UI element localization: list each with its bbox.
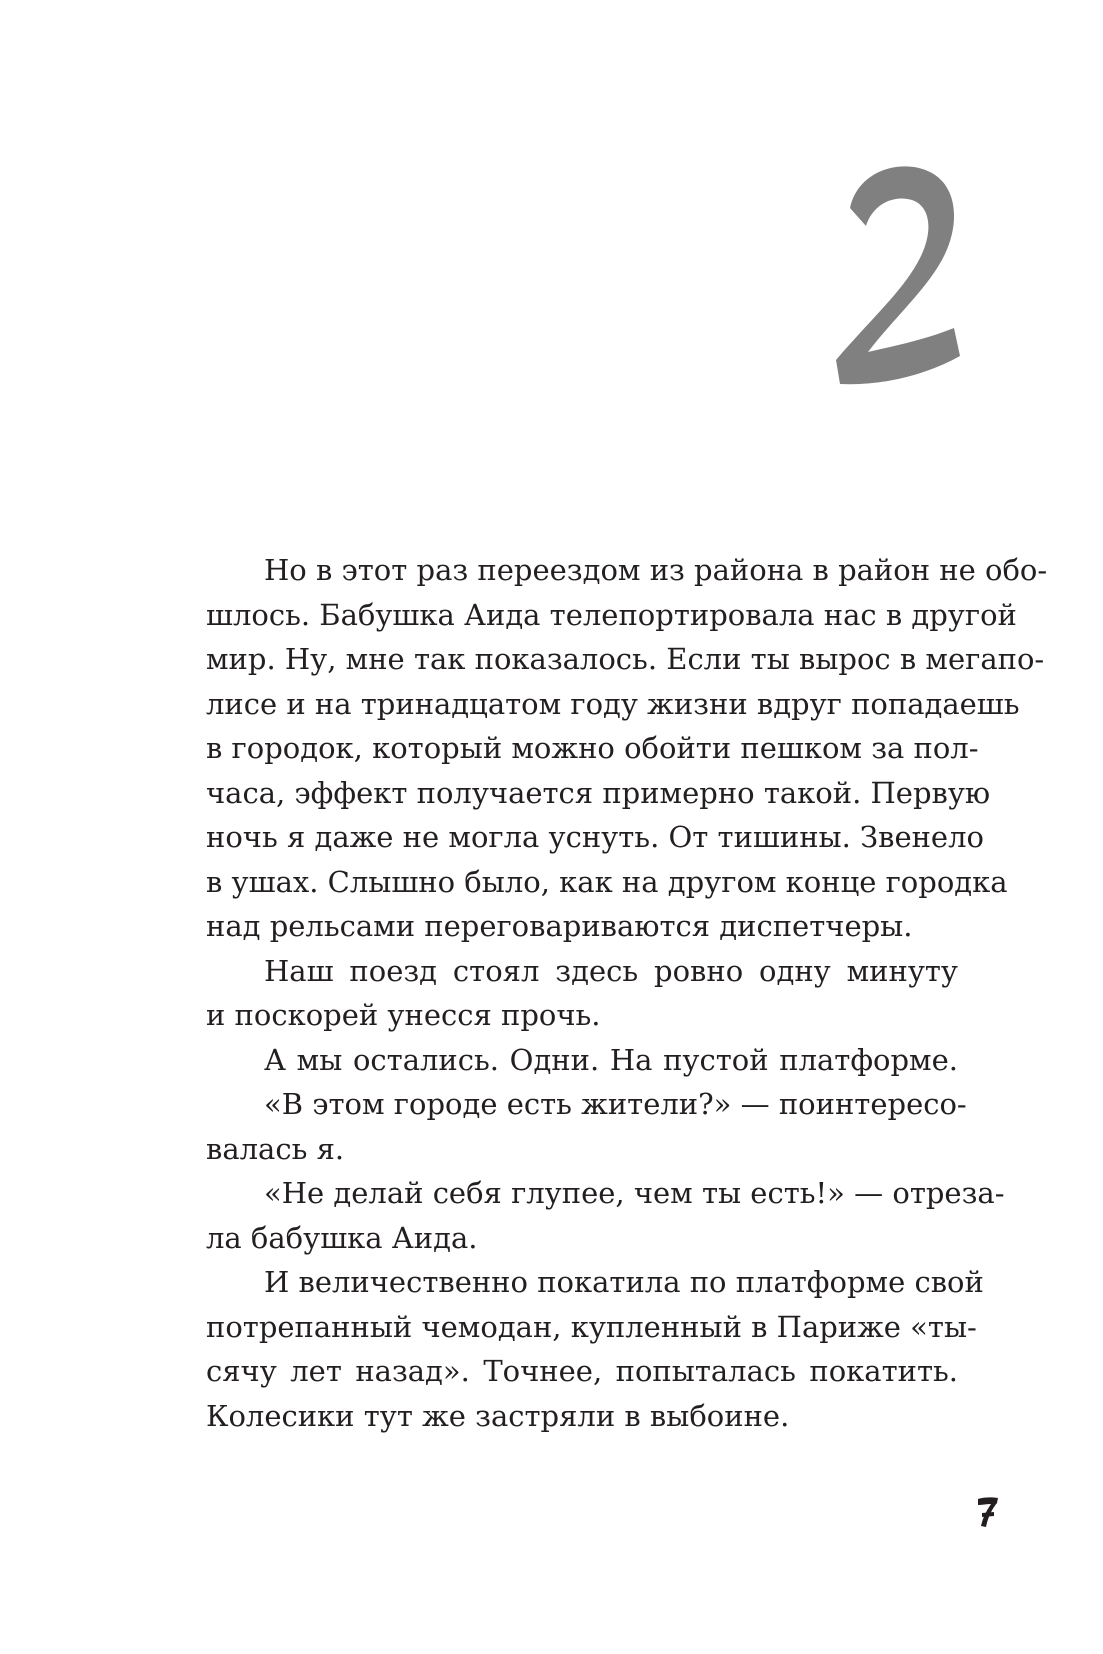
text-line: лисе и на тринадцатом году жизни вдруг попадаешь [206,686,1020,721]
chapter-body-text [206,548,1048,1438]
text-line: и поскорей унесся прочь. [206,998,601,1032]
paragraph-1 [206,548,1048,949]
text-line: Колесики тут же застряли в выбоине. [206,1398,790,1433]
page-number-glyph [976,1495,1000,1529]
text-line: мир. Ну, мне так показалось. Если ты вырос в мегапо- [206,642,1045,676]
chapter-number [832,150,972,390]
text-line: валась я. [206,1131,345,1166]
paragraph-5 [206,1171,1005,1260]
paragraph-2 [206,949,958,1038]
text-line: ночь я даже не могла уснуть. От тишины. Звенело [206,820,984,854]
paragraph-4 [206,1082,967,1171]
chapter-number-glyph [832,150,972,390]
text-line: шлось. Бабушка Аида телепортировала нас в другой [206,597,1017,632]
text-line: А мы остались. Одни. На пустой платформе. [264,1042,958,1077]
text-line: «В этом городе есть жители?» — поинтересо- [264,1087,967,1121]
text-line: над рельсами переговариваются диспетчеры. [206,909,913,943]
page-number [976,1495,1000,1529]
text-line: Но в этот раз переездом из района в район не обо- [264,553,1048,587]
paragraph-6 [206,1260,984,1438]
text-line: ла бабушка Аида. [206,1220,478,1255]
text-line: часа, эффект получается примерно такой. Первую [206,775,991,810]
text-line: И величественно покатила по платформе свой [264,1265,984,1299]
text-line: сячу лет назад». Точнее, попыталась покатить. [206,1354,958,1388]
text-line: «Не делай себя глупее, чем ты есть!» — отреза- [264,1176,1005,1210]
text-line: Наш поезд стоял здесь ровно одну минуту [264,953,958,988]
text-line: в ушах. Слышно было, как на другом конце городка [206,864,1008,899]
text-line: в городок, который можно обойти пешком за пол- [206,731,979,765]
paragraph-3 [206,1038,958,1083]
text-line: потрепанный чемодан, купленный в Париже «ты- [206,1309,977,1344]
